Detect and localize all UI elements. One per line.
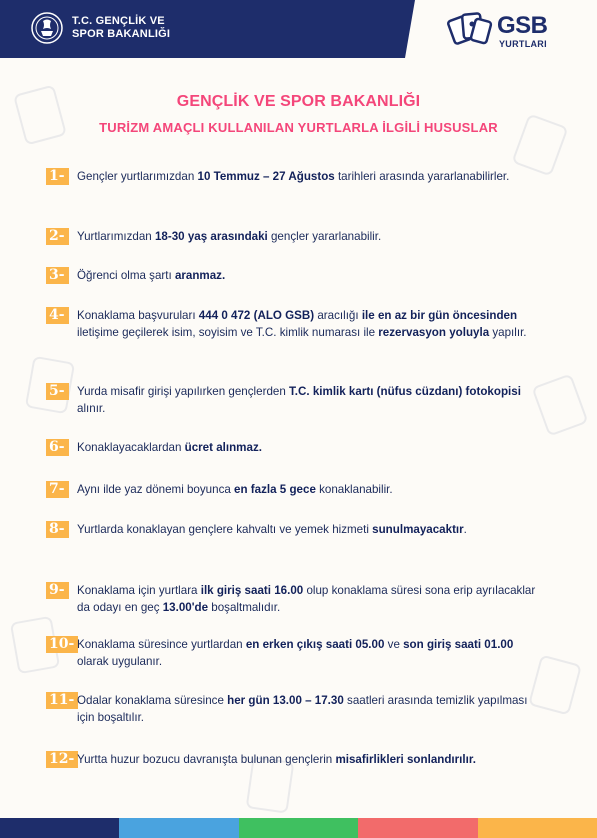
rule-text-segment: Yurda misafir girişi yapılırken gençlerden <box>77 385 290 398</box>
gsb-title: GSB <box>497 12 548 39</box>
rule-text-segment: gençler yararlanabilir. <box>267 230 382 243</box>
page-subtitle: TURİZM AMAÇLI KULLANILAN YURTLARLA İLGİLİ HUSUSLAR <box>99 120 498 135</box>
rule-number-badge <box>46 521 69 538</box>
rule-text <box>77 751 547 768</box>
rule-text <box>77 439 547 456</box>
rule-text-bold: rezervasyon yoluyla <box>378 326 490 339</box>
rule-number: 4 <box>49 307 59 323</box>
rule-text-segment: Öğrenci olma şartı <box>77 269 175 282</box>
rule-text-bold: en erken çıkış saati 05.00 <box>245 638 385 651</box>
rule-text-segment: Yurtlarımızdan <box>77 230 155 243</box>
footer-segment-orange <box>478 818 597 838</box>
rule-number: 3 <box>49 267 59 283</box>
rule-text-bold: en fazla 5 gece <box>234 483 316 496</box>
rule-text-bold: 13.00'de <box>162 601 209 614</box>
rule-number-badge <box>46 267 69 284</box>
ministry-line-1: T.C. GENÇLİK VE <box>72 15 165 27</box>
rule-text-bold: aranmaz. <box>174 269 226 282</box>
rule-text-segment: Konaklama için yurtlara <box>77 584 201 597</box>
dorm-cards-icon <box>447 8 493 52</box>
ministry-emblem-icon <box>30 11 64 45</box>
rule-text <box>77 267 547 284</box>
rule-text-segment: Aynı ilde yaz dönemi boyunca <box>77 483 235 496</box>
rule-text <box>77 481 547 498</box>
rule-text <box>77 228 547 245</box>
rule-number: 6 <box>49 439 59 455</box>
rule-number-badge <box>46 383 69 400</box>
footer-color-bar <box>0 818 597 838</box>
rule-number: 7 <box>49 481 59 497</box>
gsb-subtitle: YURTLARI <box>499 39 547 49</box>
rule-text-segment: Odalar konaklama süresince <box>77 694 228 707</box>
gsb-yurtlari-logo <box>447 8 562 52</box>
rule-text <box>77 692 547 726</box>
rule-text-bold: 18-30 yaş arasındaki <box>154 230 268 243</box>
rule-text <box>77 168 547 185</box>
rule-text-bold: ücret alınmaz. <box>184 441 262 454</box>
footer-segment-blue <box>119 818 238 838</box>
rule-text-segment: alınır. <box>77 402 106 415</box>
rule-text-segment: boşaltmalıdır. <box>208 601 281 614</box>
rule-text <box>77 307 547 341</box>
footer-segment-red <box>358 818 477 838</box>
rule-number: 1 <box>49 168 59 184</box>
rule-text-bold: T.C. kimlik kartı (nüfus cüzdanı) fotokopisi <box>289 385 521 398</box>
rule-text <box>77 383 547 417</box>
rule-text-bold: sunulmayacaktır <box>372 523 464 536</box>
rule-text-segment: saatleri arasında temizlik yapılması için boşaltılır. <box>77 694 528 724</box>
rule-text-segment: Konaklama başvuruları <box>77 309 199 322</box>
rule-number-badge <box>46 636 78 653</box>
rule-number-badge <box>46 168 69 185</box>
rule-text-segment: Konaklama süresince yurtlardan <box>77 638 246 651</box>
rule-text-segment: ve <box>384 638 404 651</box>
rule-number-badge <box>46 692 78 709</box>
rule-text-segment: yapılır. <box>489 326 527 339</box>
rule-text-segment: tarihleri arasında yararlanabilirler. <box>334 170 510 183</box>
rule-text-segment: Gençler yurtlarımızdan <box>77 170 198 183</box>
rule-number: 8 <box>49 521 59 537</box>
header <box>0 0 597 64</box>
rule-text-bold: her gün 13.00 – 17.30 <box>227 694 344 707</box>
rule-text-segment: iletişime geçilerek isim, soyisim ve T.C. kimlik numarası ile <box>77 326 379 339</box>
rule-text-segment: . <box>463 523 467 536</box>
rule-text <box>77 521 547 538</box>
rule-number: 2 <box>49 228 59 244</box>
ministry-line-2: SPOR BAKANLIĞI <box>72 28 171 40</box>
rule-number-badge <box>46 228 69 245</box>
rule-text-segment: olarak uygulanır. <box>77 655 163 668</box>
rule-number: 10 <box>49 636 69 652</box>
rule-number-badge <box>46 481 69 498</box>
rule-text-bold: son giriş saati 01.00 <box>403 638 514 651</box>
rule-number: 11 <box>49 692 69 708</box>
page-title: GENÇLİK VE SPOR BAKANLIĞI <box>176 93 421 110</box>
rule-text-segment: Yurtta huzur bozucu davranışta bulunan gençlerin <box>77 753 336 766</box>
ministry-name <box>72 15 170 41</box>
rule-text-bold: 10 Temmuz – 27 Ağustos <box>197 170 335 183</box>
rule-number: 9 <box>49 582 59 598</box>
rule-number-badge <box>46 582 69 599</box>
footer-segment-green <box>239 818 358 838</box>
rule-text-segment: Yurtlarda konaklayan gençlere kahvaltı ve yemek hizmeti <box>77 523 373 536</box>
rule-text-segment: aracılığı <box>314 309 362 322</box>
rule-text-segment: konaklanabilir. <box>315 483 393 496</box>
rule-number: 12 <box>49 751 69 767</box>
rule-text-segment: olup konaklama süresi sona erip ayrılacaklar da odayı en geç <box>77 584 536 614</box>
ministry-banner <box>0 0 405 58</box>
footer-segment-navy <box>0 818 119 838</box>
rule-number: 5 <box>49 383 59 399</box>
rule-text-bold: ilk giriş saati 16.00 <box>200 584 304 597</box>
rule-text-segment: Konaklayacaklardan <box>77 441 185 454</box>
rule-number-badge <box>46 751 78 768</box>
rule-number-badge <box>46 307 69 324</box>
rule-number-badge <box>46 439 69 456</box>
rule-text-bold: ile en az bir gün öncesinden <box>361 309 518 322</box>
rule-text-bold: 444 0 472 (ALO GSB) <box>198 309 315 322</box>
rule-text <box>77 582 547 616</box>
rule-text-bold: misafirlikleri sonlandırılır. <box>335 753 476 766</box>
rule-text <box>77 636 547 670</box>
